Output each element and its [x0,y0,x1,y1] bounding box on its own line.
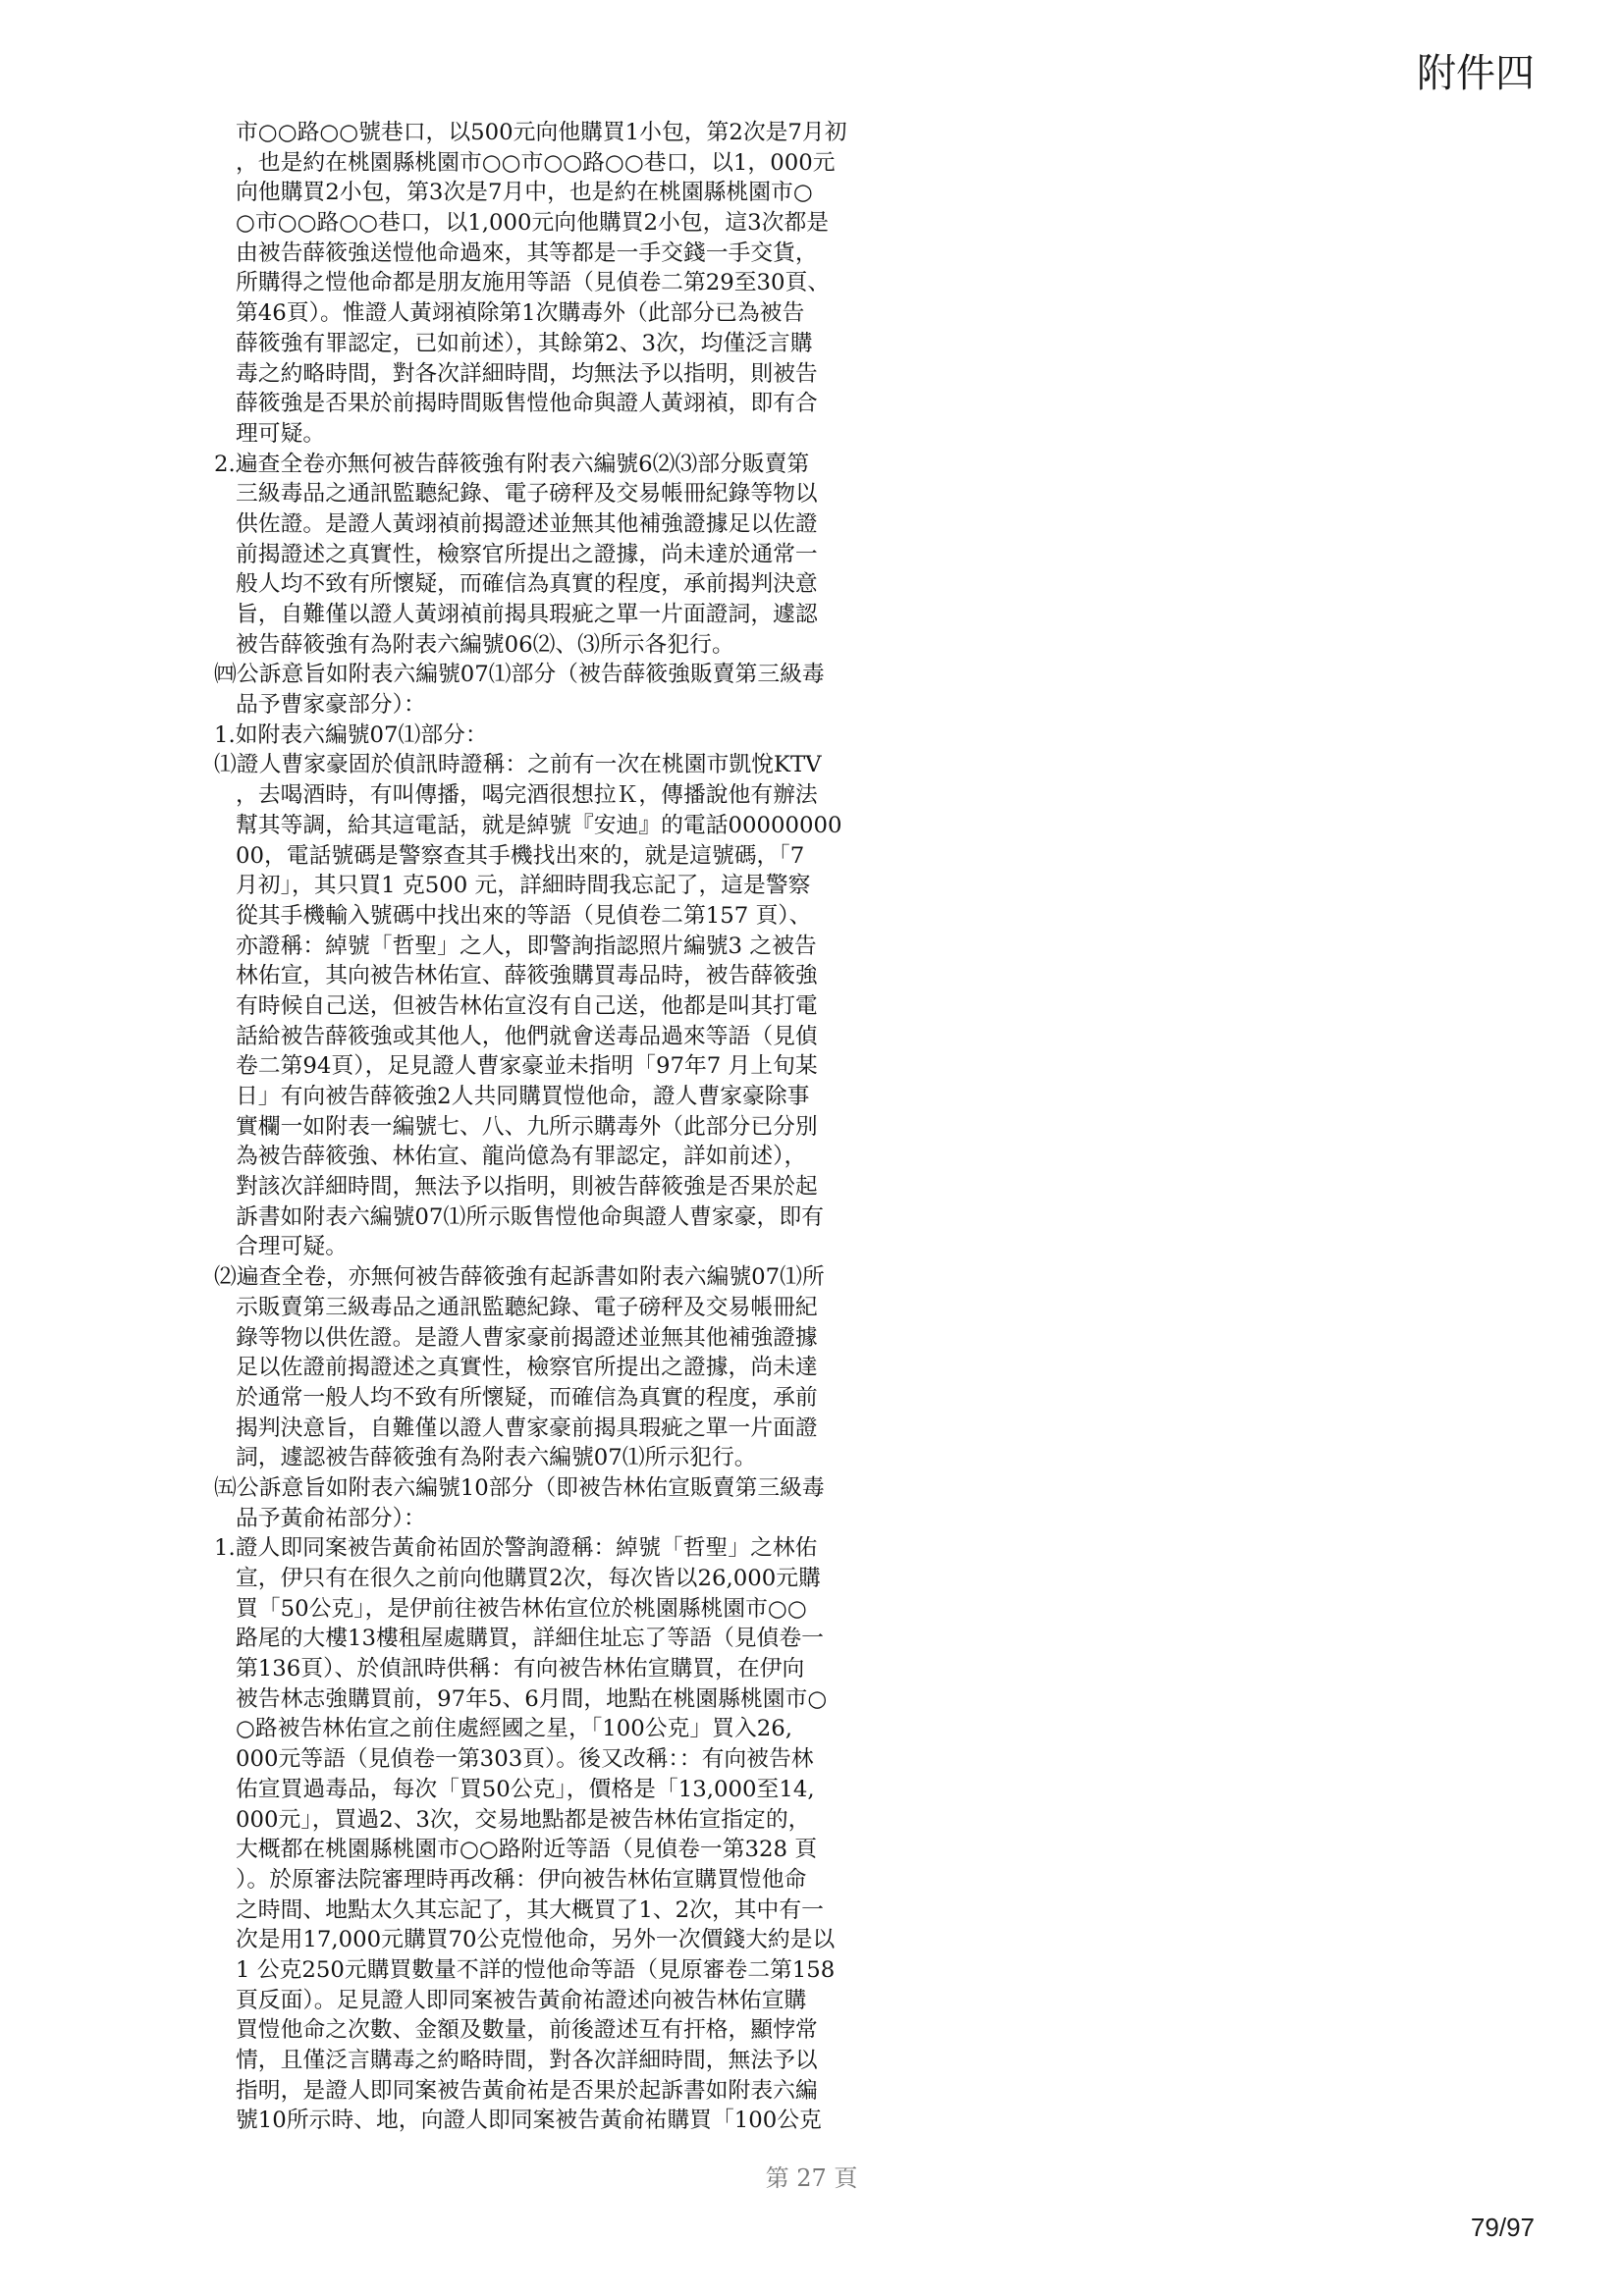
text-line: 林佑宣，其向被告林佑宣、薛筱強購買毒品時，被告薛筱強 [236,963,818,989]
text-line: 情，且僅泛言購毒之約略時間，對各次詳細時間，無法予以 [236,2048,818,2073]
text-line: 般人均不致有所懷疑，而確信為真實的程度，承前揭判決意 [236,571,818,598]
text-line: 為被告薛筱強、林佑宣、龍尚億為有罪認定，詳如前述）， [236,1144,807,1170]
text-line: 向他購買2小包，第3次是7月中，也是約在桃園縣桃園市○ [236,180,813,206]
document-body [214,118,847,2136]
text-line: 第46頁）。惟證人黃翊禎除第1次購毒外（此部分已為被告 [236,300,805,327]
text-line: 被告薛筱強有為附表六編號06⑵、⑶所示各犯行。 [236,631,734,658]
text-line: 足以佐證前揭證述之真實性，檢察官所提出之證據，尚未達 [236,1355,818,1381]
text-line: 指明，是證人即同案被告黃俞祐是否果於起訴書如附表六編 [236,2077,818,2104]
text-line: 理可疑。 [236,420,326,447]
text-line: 大概都在桃園縣桃園市○○路附近等語（見偵卷一第328 頁 [236,1837,818,1863]
text-line: 錄等物以供佐證。是證人曹家豪前揭證述並無其他補強證據 [236,1324,818,1351]
text-line: 月初」，其只買1 克500 元，詳細時間我忘記了，這是警察 [236,873,811,899]
text-line: 於通常一般人均不致有所懷疑，而確信為真實的程度，承前 [236,1384,818,1411]
text-line: 詞，遽認被告薛筱強有為附表六編號07⑴所示犯行。 [236,1445,757,1471]
text-line: 佑宣買過毒品，每次「買50公克」，價格是「13,000至14, [236,1776,815,1802]
item-heading-line: 1.如附表六編號07⑴部分： [214,721,488,748]
text-line: 日」有向被告薛筱強2人共同購買愷他命，證人曹家豪除事 [236,1084,810,1109]
text-line: 頁反面）。足見證人即同案被告黃俞祐證述向被告林佑宣購 [236,1987,807,2013]
text-line: 被告林志強購買前，97年5、6月間，地點在桃園縣桃園市○ [236,1685,828,1712]
text-line: 品予曹家豪部分）： [236,692,426,719]
text-line: ，也是約在桃園縣桃園市○○市○○路○○巷口，以1，000元 [236,149,836,176]
text-line: 路尾的大樓13樓租屋處購買，詳細住址忘了等語（見偵卷一 [236,1626,824,1652]
text-line: 從其手機輸入號碼中找出來的等語（見偵卷二第157 頁）、 [236,902,812,929]
page-number: 第 27 頁 [765,2164,858,2192]
text-line: ）。於原審法院審理時再改稱：伊向被告林佑宣購買愷他命 [236,1866,807,1893]
text-line: 薛筱強有罪認定，已如前述），其餘第2、3次，均僅泛言購 [236,330,813,356]
text-line: 所購得之愷他命都是朋友施用等語（見偵卷二第29至30頁、 [236,270,831,296]
text-line: 00，電話號碼是警察查其手機找出來的，就是這號碼，「7 [236,842,805,869]
text-line: 實欄一如附表一編號七、八、九所示購毒外（此部分已分別 [236,1113,818,1140]
text-line: 薛筱強是否果於前揭時間販售愷他命與證人黃翊禎，即有合 [236,391,818,417]
text-line: 毒之約略時間，對各次詳細時間，均無法予以指明，則被告 [236,360,818,387]
text-line: ，去喝酒時，有叫傳播，喝完酒很想拉Ｋ，傳播說他有辦法 [236,782,818,809]
text-line: 三級毒品之通訊監聽紀錄、電子磅秤及交易帳冊紀錄等物以 [236,481,818,507]
text-line: 000元等語（見偵卷一第303頁）。後又改稱：：有向被告林 [236,1746,814,1773]
text-line: 有時候自己送，但被告林佑宣沒有自己送，他都是叫其打電 [236,992,818,1019]
text-line: 市○○路○○號巷口，以500元向他購買1小包，第2次是7月初 [236,120,847,145]
text-line: 1 公克250元購買數量不詳的愷他命等語（見原審卷二第158 [236,1956,836,1983]
text-line: 買愷他命之次數、金額及數量，前後證述互有扞格，顯悖常 [236,2017,818,2044]
item-heading-line: 2.遍查全卷亦無何被告薛筱強有附表六編號6⑵⑶部分販賣第 [214,451,810,477]
section-heading-line: ㈤公訴意旨如附表六編號10部分（即被告林佑宣販賣第三級毒 [214,1474,825,1501]
text-line: 旨，自難僅以證人黃翊禎前揭具瑕疵之單一片面證詞，遽認 [236,602,818,627]
sheet-counter: 79/97 [1470,2213,1535,2242]
item-heading-line: ⑵遍查全卷，亦無何被告薛筱強有起訴書如附表六編號07⑴所 [214,1264,825,1291]
text-line: 由被告薛筱強送愷他命過來，其等都是一手交錢一手交貨， [236,240,818,266]
text-line: 亦證稱：綽號「哲聖」之人，即警詢指認照片編號3 之被告 [236,933,817,959]
text-line: 供佐證。是證人黃翊禎前揭證述並無其他補強證據足以佐證 [236,510,818,537]
text-line: 幫其等調，給其這電話，就是綽號『安迪』的電話00000000 [236,812,842,838]
text-line: 對該次詳細時間，無法予以指明，則被告薛筱強是否果於起 [236,1174,818,1201]
text-line: 前揭證述之真實性，檢察官所提出之證據，尚未達於通常一 [236,541,818,567]
text-line: ○路被告林佑宣之前住處經國之星，「100公克」買入26, [236,1716,792,1742]
item-heading-line: ⑴證人曹家豪固於偵訊時證稱：之前有一次在桃園市凱悅KTV [214,752,822,778]
text-line: 話給被告薛筱強或其他人，他們就會送毒品過來等語（見偵 [236,1023,818,1049]
text-line: 000元」，買過2、3次，交易地點都是被告林佑宣指定的， [236,1806,811,1833]
text-line: 卷二第94頁），足見證人曹家豪並未指明「97年7 月上旬某 [236,1053,818,1080]
text-line: ○市○○路○○巷口，以1,000元向他購買2小包，這3次都是 [236,210,830,237]
text-line: 買「50公克」，是伊前往被告林佑宣位於桃園縣桃園市○○ [236,1595,807,1622]
text-line: 之時間、地點太久其忘記了，其大概買了1、2次，其中有一 [236,1896,824,1923]
text-line: 合理可疑。 [236,1234,348,1260]
text-line: 揭判決意旨，自難僅以證人曹家豪前揭具瑕疵之單一片面證 [236,1415,818,1441]
text-line: 訴書如附表六編號07⑴所示販售愷他命與證人曹家豪，即有 [236,1203,824,1230]
text-line: 次是用17,000元購買70公克愷他命，另外一次價錢大約是以 [236,1927,836,1953]
text-line: 宣，伊只有在很久之前向他購買2次，每次皆以26,000元購 [236,1566,821,1591]
text-line: 號10所示時、地，向證人即同案被告黃俞祐購買「100公克 [236,2108,822,2134]
text-line: 品予黃俞祐部分）： [236,1505,426,1531]
text-line: 第136頁）、於偵訊時供稱：有向被告林佑宣購買，在伊向 [236,1656,805,1682]
text-line: 示販賣第三級毒品之通訊監聽紀錄、電子磅秤及交易帳冊紀 [236,1294,818,1320]
section-heading-line: ㈣公訴意旨如附表六編號07⑴部分（被告薛筱強販賣第三級毒 [214,662,825,688]
item-heading-line: 1.證人即同案被告黃俞祐固於警詢證稱：綽號「哲聖」之林佑 [214,1535,818,1562]
attachment-label: 附件四 [1417,51,1535,96]
